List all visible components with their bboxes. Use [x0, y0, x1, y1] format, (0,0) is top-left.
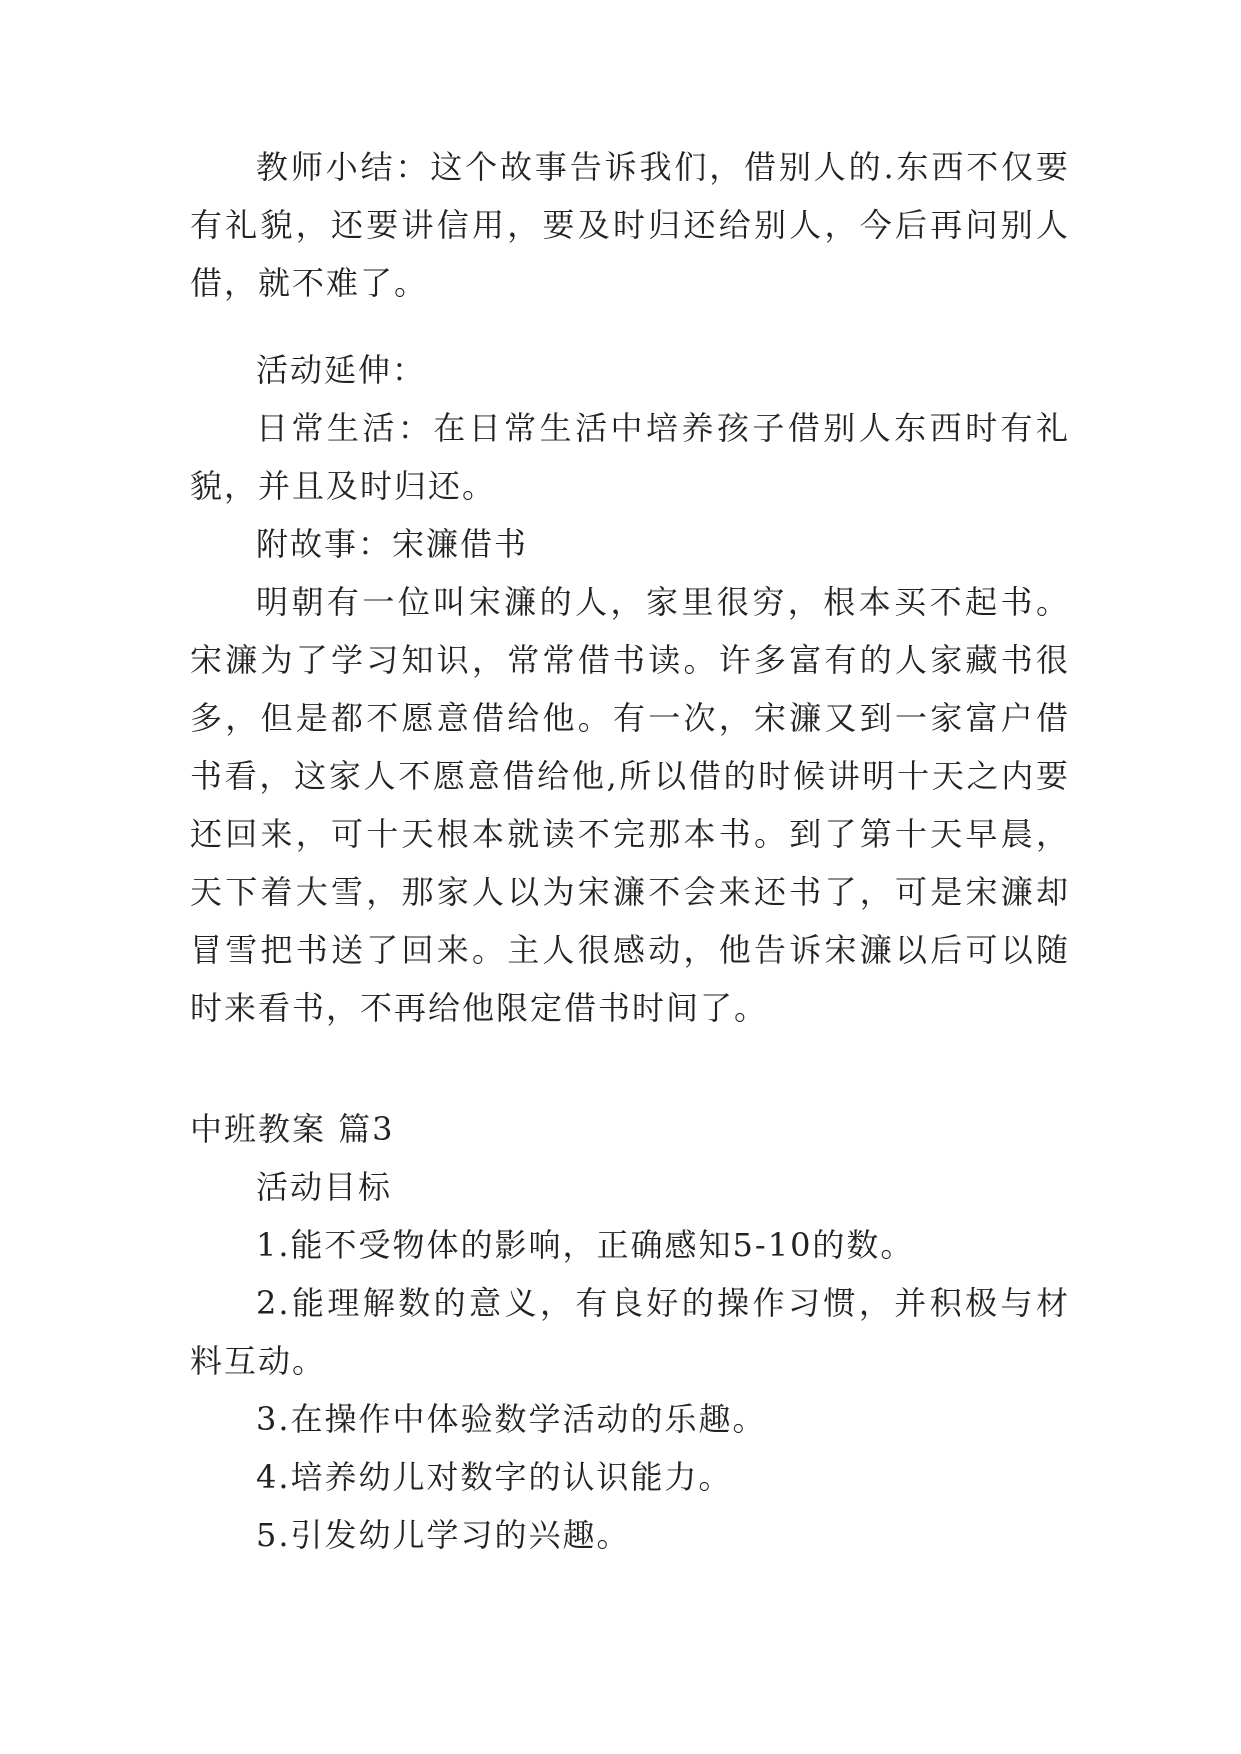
goal-item: 1.能不受物体的影响，正确感知5-10的数。 [256, 1226, 915, 1264]
goals-title: 活动目标 [256, 1168, 393, 1206]
goal-item: 2.能理解数的意义，有良好的操作习惯，并积极与材料互动。 [190, 1284, 1070, 1380]
goal-item: 4.培养幼儿对数字的认识能力。 [256, 1458, 733, 1496]
goal-item: 5.引发幼儿学习的兴趣。 [256, 1516, 631, 1554]
daily-life-paragraph: 日常生活：在日常生活中培养孩子借别人东西时有礼貌，并且及时归还。 [190, 409, 1070, 505]
section-heading: 中班教案 篇3 [190, 1110, 395, 1148]
story-title: 附故事：宋濂借书 [256, 525, 529, 563]
story-body-paragraph: 明朝有一位叫宋濂的人，家里很穷，根本买不起书。宋濂为了学习知识，常常借书读。许多富有的人家藏书很多，但是都不愿意借给他。有一次，宋濂又到一家富户借书看，这家人不愿意借给他,所以借的时候讲明十天之内要还回来，可十天根本就读不完那本书。到了第十天早晨，天下着大雪，那家人以为宋濂不会来还书了，可是宋濂却冒雪把书送了回来。主人很感动，他告诉宋濂以后可以随时来看书，不再给他限定借书时间了。 [190, 583, 1070, 1027]
extension-title: 活动延伸： [256, 351, 427, 389]
teacher-summary-paragraph: 教师小结：这个故事告诉我们，借别人的.东西不仅要有礼貌，还要讲信用，要及时归还给别人，今后再问别人借，就不难了。 [190, 148, 1070, 302]
goal-item: 3.在操作中体验数学活动的乐趣。 [256, 1400, 767, 1438]
